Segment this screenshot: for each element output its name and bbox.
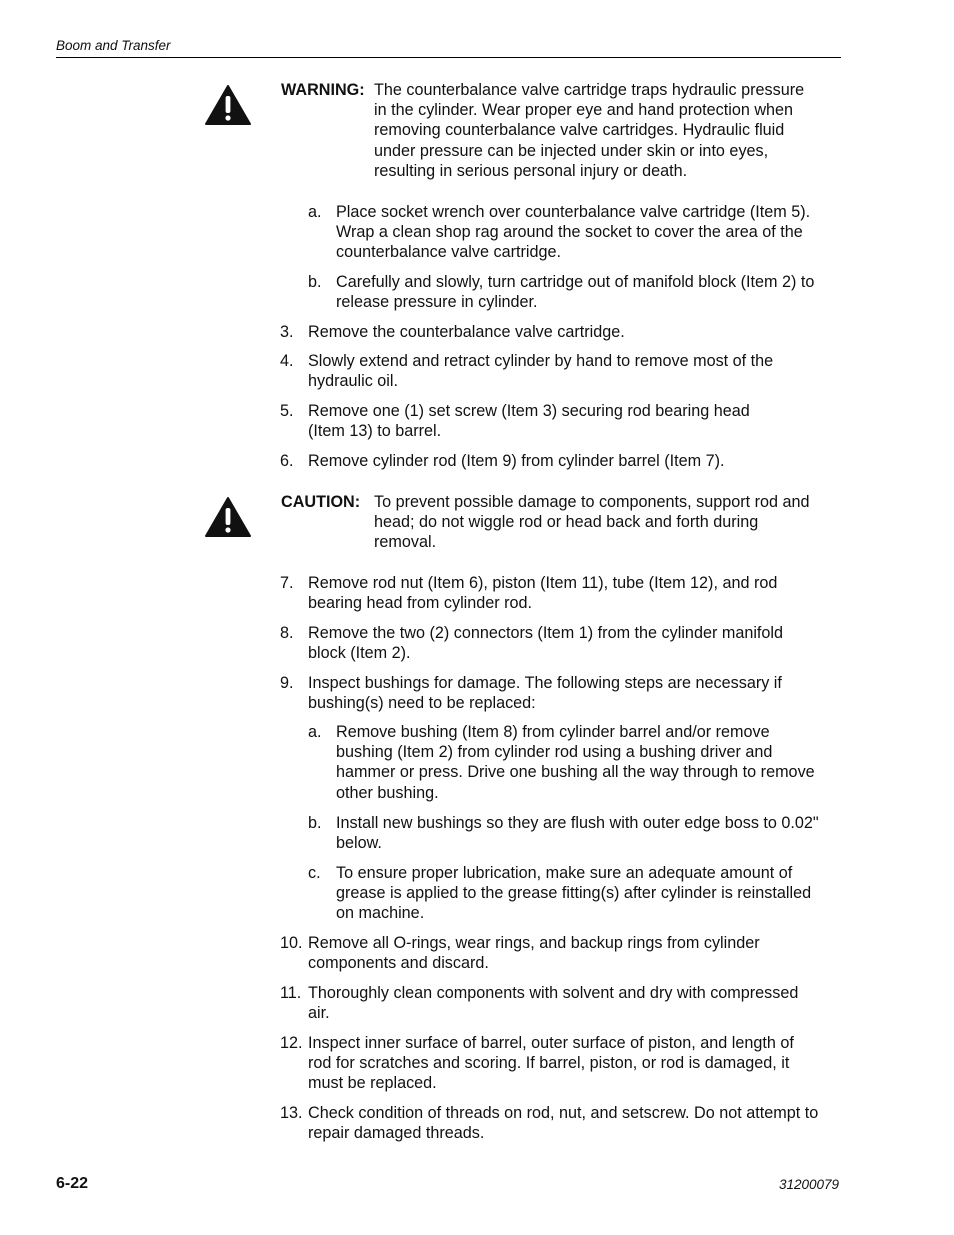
page-number: 6-22 xyxy=(56,1175,89,1192)
warning-text xyxy=(374,80,845,181)
text-line: hammer or press. Drive one bushing all the way through to remove xyxy=(336,763,815,782)
warning-line: resulting in serious personal injury or death. xyxy=(374,161,688,180)
warning-icon xyxy=(205,84,251,126)
text-line: Slowly extend and retract cylinder by hand to remove most of the xyxy=(308,352,774,370)
list-marker: 6. xyxy=(280,452,294,470)
list-text xyxy=(308,322,625,342)
text-line: Inspect bushings for damage. The following steps are necessary if xyxy=(308,674,782,692)
list-text xyxy=(336,722,815,803)
list-text xyxy=(308,401,750,441)
text-line: counterbalance valve cartridge. xyxy=(336,243,561,262)
caution-line: head; do not wiggle rod or head back and forth during xyxy=(374,513,759,532)
text-line: bearing head from cylinder rod. xyxy=(308,594,533,613)
text-line: release pressure in cylinder. xyxy=(336,293,538,312)
text-line: Thoroughly clean components with solvent and dry with compressed xyxy=(308,984,799,1002)
list-marker: a. xyxy=(308,723,322,741)
list-marker: 3. xyxy=(280,323,294,341)
list-text xyxy=(308,933,760,973)
text-line: Remove bushing (Item 8) from cylinder barrel and/or remove xyxy=(336,723,770,741)
text-line: Check condition of threads on rod, nut, and setscrew. Do not attempt to xyxy=(308,1104,819,1122)
caution-line: removal. xyxy=(374,533,437,552)
list-marker: 13. xyxy=(280,1104,303,1122)
list-marker: b. xyxy=(308,814,322,832)
list-text xyxy=(336,863,811,924)
text-line: (Item 13) to barrel. xyxy=(308,422,442,441)
text-line: components and discard. xyxy=(308,954,489,973)
list-text xyxy=(308,623,783,663)
text-line: Remove the counterbalance valve cartridge. xyxy=(308,323,625,341)
list-text xyxy=(336,813,819,853)
text-line: grease is applied to the grease fitting(s) after cylinder is reinstalled xyxy=(336,884,812,903)
text-line: Wrap a clean shop rag around the socket to cover the area of the xyxy=(336,223,803,242)
list-marker: c. xyxy=(308,864,321,882)
warning-line: removing counterbalance valve cartridges. Hydraulic fluid xyxy=(374,121,785,140)
caution-notice xyxy=(205,492,845,557)
warning-line: in the cylinder. Wear proper eye and hand protection when xyxy=(374,101,794,120)
list-text xyxy=(308,673,782,713)
list-text xyxy=(308,451,725,471)
list-text xyxy=(308,1103,818,1143)
text-line: Carefully and slowly, turn cartridge out of manifold block (Item 2) to xyxy=(336,273,815,291)
list-text xyxy=(308,983,798,1023)
text-line: Remove one (1) set screw (Item 3) securing rod bearing head xyxy=(308,402,750,420)
section-title: Boom and Transfer xyxy=(56,38,171,53)
list-marker: 9. xyxy=(280,674,294,692)
caution-line: To prevent possible damage to components, support rod and xyxy=(374,493,810,511)
list-marker: 10. xyxy=(280,934,303,952)
text-line: below. xyxy=(336,834,382,853)
warning-label: WARNING: xyxy=(281,81,365,99)
list-text xyxy=(308,351,773,391)
warning-notice xyxy=(205,80,845,185)
text-line: air. xyxy=(308,1004,330,1023)
caution-label: CAUTION: xyxy=(281,493,361,511)
list-text xyxy=(336,202,810,263)
list-marker: 5. xyxy=(280,402,294,420)
list-text xyxy=(308,573,777,613)
running-header xyxy=(56,37,841,58)
text-line: Remove rod nut (Item 6), piston (Item 11), tube (Item 12), and rod xyxy=(308,574,778,592)
list-marker: 8. xyxy=(280,624,294,642)
text-line: To ensure proper lubrication, make sure an adequate amount of xyxy=(336,864,793,882)
text-line: Remove all O-rings, wear rings, and backup rings from cylinder xyxy=(308,934,760,952)
text-line: bushing (Item 2) from cylinder rod using a bushing driver and xyxy=(336,743,773,762)
text-line: Install new bushings so they are flush with outer edge boss to 0.02" xyxy=(336,814,819,832)
list-marker: a. xyxy=(308,203,322,221)
list-marker: 7. xyxy=(280,574,294,592)
list-text xyxy=(336,272,814,312)
text-line: other bushing. xyxy=(336,783,439,802)
text-line: bushing(s) need to be replaced: xyxy=(308,694,536,713)
caution-text xyxy=(374,492,845,553)
text-line: Remove the two (2) connectors (Item 1) from the cylinder manifold xyxy=(308,624,784,642)
document-number: 31200079 xyxy=(779,1177,840,1192)
text-line: must be replaced. xyxy=(308,1074,437,1093)
text-line: repair damaged threads. xyxy=(308,1124,485,1143)
warning-line: The counterbalance valve cartridge traps hydraulic pressure xyxy=(374,81,805,99)
text-line: hydraulic oil. xyxy=(308,372,398,391)
list-marker: 4. xyxy=(280,352,294,370)
text-line: block (Item 2). xyxy=(308,644,411,663)
caution-icon xyxy=(205,496,251,538)
text-line: Inspect inner surface of barrel, outer surface of piston, and length of xyxy=(308,1034,794,1052)
warning-line: under pressure can be injected under skin or into eyes, xyxy=(374,141,769,160)
text-line: rod for scratches and scoring. If barrel, piston, or rod is damaged, it xyxy=(308,1054,790,1073)
text-line: on machine. xyxy=(336,904,425,923)
text-line: Place socket wrench over counterbalance valve cartridge (Item 5). xyxy=(336,203,811,221)
list-marker: 12. xyxy=(280,1034,303,1052)
text-line: Remove cylinder rod (Item 9) from cylinder barrel (Item 7). xyxy=(308,452,725,470)
list-marker: 11. xyxy=(280,984,302,1002)
list-marker: b. xyxy=(308,273,322,291)
list-text xyxy=(308,1033,794,1094)
